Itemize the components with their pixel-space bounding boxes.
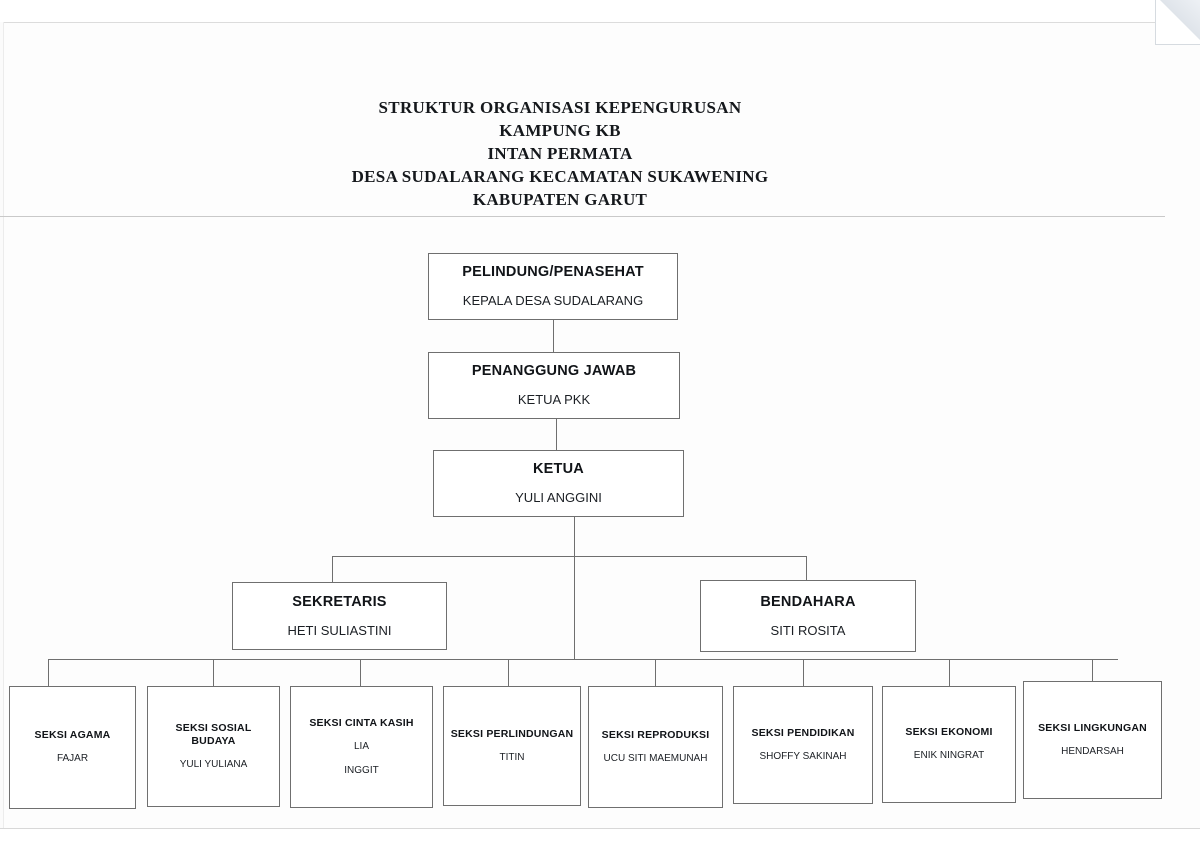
node-seksi-perlindungan [443,686,581,806]
node-seksi-lingkungan-person: HENDARSAH [1061,745,1124,757]
node-seksi-agama-role: SEKSI AGAMA [34,729,111,741]
node-seksi-cinta-kasih-role: SEKSI CINTA KASIH [309,716,414,729]
node-seksi-sosial-budaya-role: SEKSI SOSIAL BUDAYA [175,721,252,747]
title-line-1: STRUKTUR ORGANISASI KEPENGURUSAN [378,98,742,117]
node-seksi-lingkungan-role: SEKSI LINGKUNGAN [1038,721,1147,734]
node-seksi-reproduksi-person: UCU SITI MAEMUNAH [603,752,708,764]
connector-bus-to-bendahara [806,556,807,580]
node-seksi-ekonomi [882,686,1016,803]
node-seksi-cinta-kasih [290,686,433,808]
node-seksi-ekonomi-person: ENIK NINGRAT [913,750,985,761]
node-seksi-perlindungan-role: SEKSI PERLINDUNGAN [450,727,574,740]
connector-bus-drop-7 [949,659,950,686]
node-seksi-reproduksi-role: SEKSI REPRODUKSI [601,728,710,741]
title-divider [0,216,1165,217]
title-line-3: INTAN PERMATA [487,144,633,163]
node-ketua-role: KETUA [533,461,584,477]
connector-ketua-to-sections [574,556,575,659]
node-seksi-pendidikan-role: SEKSI PENDIDIKAN [751,726,855,739]
connector-bus-drop-2 [213,659,214,686]
document-title [0,96,1120,211]
connector-bus-drop-4 [508,659,509,686]
node-bendahara-person: SITI ROSITA [770,622,846,638]
node-sekretaris-role: SEKRETARIS [292,593,387,610]
node-penanggung-jawab [428,352,680,419]
node-penanggung-jawab-role: PENANGGUNG JAWAB [471,363,637,379]
node-ketua-person: YULI ANGGINI [515,490,602,505]
node-seksi-sosial-budaya [147,686,280,807]
connector-pelindung-penanggung [553,320,554,352]
node-ketua [433,450,684,517]
node-bendahara [700,580,916,652]
node-seksi-lingkungan [1023,681,1162,799]
connector-ketua-stem [574,517,575,556]
title-line-4: DESA SUDALARANG KECAMATAN SUKAWENING [351,167,769,186]
connector-ketua-bus [332,556,807,557]
title-line-5: KABUPATEN GARUT [472,190,648,209]
connector-bus-to-sekretaris [332,556,333,582]
node-sekretaris-person: HETI SULIASTINI [287,622,392,638]
node-seksi-cinta-kasih-person-2: INGGIT [344,764,379,776]
node-seksi-pendidikan-person: SHOFFY SAKINAH [759,750,847,762]
node-seksi-sosial-budaya-person: YULI YULIANA [179,758,248,770]
paper-top-edge [0,0,1200,23]
node-seksi-agama [9,686,136,809]
node-seksi-perlindungan-person: TITIN [499,751,525,763]
node-seksi-cinta-kasih-person: LIA [353,740,369,752]
connector-bus-drop-6 [803,659,804,686]
paper-folded-corner [1155,0,1200,45]
node-penanggung-jawab-person: KETUA PKK [517,392,591,407]
paper-bottom-edge [0,828,1200,845]
node-pelindung-person: KEPALA DESA SUDALARANG [462,293,644,308]
connector-penanggung-ketua [556,419,557,450]
node-seksi-pendidikan [733,686,873,804]
node-seksi-agama-person: FAJAR [56,753,89,764]
connector-bus-drop-5 [655,659,656,686]
title-line-2: KAMPUNG KB [499,121,621,140]
connector-bus-drop-3 [360,659,361,686]
node-seksi-ekonomi-role: SEKSI EKONOMI [905,726,993,738]
connector-sections-bus [48,659,1118,660]
node-pelindung-role: PELINDUNG/PENASEHAT [462,264,644,280]
node-seksi-reproduksi [588,686,723,808]
node-bendahara-role: BENDAHARA [760,593,856,610]
node-sekretaris [232,582,447,650]
connector-bus-drop-1 [48,659,49,686]
node-pelindung [428,253,678,320]
